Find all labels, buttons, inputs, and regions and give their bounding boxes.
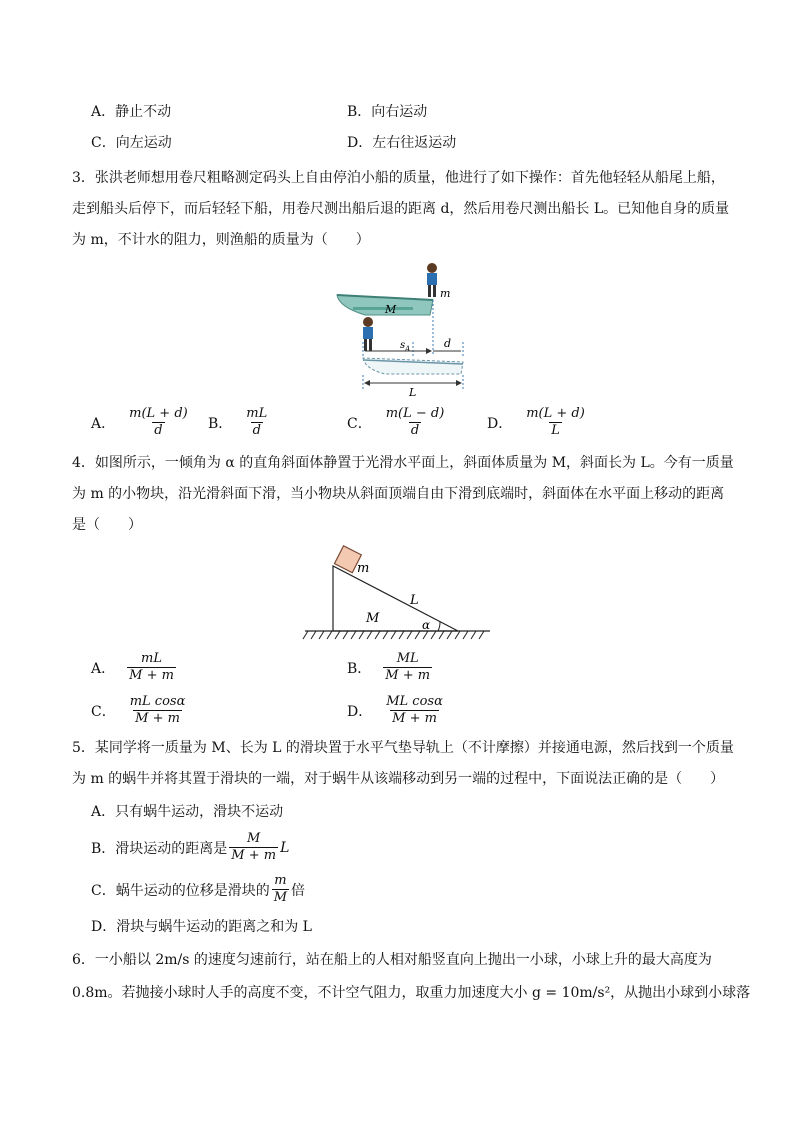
fraction: $\frac{ML}{M + m}$	[385, 651, 431, 683]
fraction: $\frac{mL}{M + m}$	[129, 651, 174, 683]
q4-incline-figure	[300, 543, 495, 643]
q4-text-line1: 4．如图所示，一倾角为 α 的直角斜面体静置于光滑水平面上，斜面体质量为 M，斜面长为 L。今有一质量	[72, 455, 734, 471]
label-d: d	[444, 337, 452, 350]
q4-option-a: A． $\frac{mL}{M + m}$	[91, 651, 174, 683]
q3-option-b: B． $\frac{mL}{d}$	[208, 406, 268, 438]
label-alpha: α	[422, 618, 431, 632]
fraction: $\frac{M}{M + m}$	[231, 831, 277, 863]
q5-text-line1: 5．某同学将一质量为 M、长为 L 的滑块置于水平气垫导轨上（不计摩擦）并接通电源，然后找到一个质量	[72, 740, 734, 756]
label-M: M	[366, 611, 380, 626]
q3-text-line2: 走到船头后停下，而后轻轻下船，用卷尺测出船后退的距离 d，然后用卷尺测出船长 L。已知他自身的质量	[72, 201, 730, 217]
q4-text-line3: 是（ ）	[72, 517, 142, 533]
label-L: L	[409, 386, 417, 399]
person-figure-bottom	[363, 317, 373, 351]
fraction: $\frac{m(L + d)}{L}$	[526, 406, 585, 438]
q6-text-line1: 6．一小船以 2m/s 的速度匀速前行，站在船上的人相对船竖直向上抛出一小球，小球上升的最大高度为	[72, 952, 712, 968]
q3-text-line1: 3．张洪老师想用卷尺粗略测定码头上自由停泊小船的质量，他进行了如下操作：首先他轻轻从船尾上船，	[72, 170, 725, 186]
label-m: m	[357, 561, 370, 576]
label-L: L	[410, 593, 419, 608]
q2-option-c: C．向左运动	[91, 135, 172, 151]
person-figure-top	[427, 263, 437, 297]
q3-option-c: C． $\frac{m(L - d)}{d}$	[347, 406, 445, 438]
q5-option-c: C．蜗牛运动的位移是滑块的 $\frac{m}{M}$ 倍	[91, 873, 306, 905]
q4-option-b: B． $\frac{ML}{M + m}$	[347, 651, 431, 683]
fraction: $\frac{\text{mL cosα}}{M + m}$	[129, 694, 186, 726]
q5-option-d: D．滑块与蜗牛运动的距离之和为 L	[91, 919, 312, 935]
label-sA: $s_A$	[400, 340, 411, 353]
q4-option-d: D． $\frac{\text{ML cosα}}{M + m}$	[347, 694, 443, 726]
fraction: $\frac{m(L + d)}{d}$	[129, 406, 188, 438]
q6-text-line2: 0.8m。若抛接小球时人手的高度不变，不计空气阻力，取重力加速度大小 g = 10m/s²，从抛出小球到小球落	[72, 985, 751, 1001]
q2-option-b: B．向右运动	[347, 104, 428, 120]
q4-option-c: C． $\frac{\text{mL cosα}}{M + m}$	[91, 694, 186, 726]
q5-option-b: B．滑块运动的距离是 $\frac{M}{M + m}$ L	[91, 831, 290, 863]
q2-option-d: D．左右往返运动	[347, 135, 457, 151]
q4-text-line2: 为 m 的小物块，沿光滑斜面下滑，当小物块从斜面顶端自由下滑到底端时，斜面体在水平面上移动的距离	[72, 486, 725, 502]
label-M: M	[385, 303, 397, 316]
q5-text-line2: 为 m 的蜗牛并将其置于滑块的一端，对于蜗牛从该端移动到另一端的过程中，下面说法正确的是（ ）	[72, 771, 725, 787]
q3-option-a: A． $\frac{m(L + d)}{d}$	[91, 406, 188, 438]
fraction: $\frac{mL}{d}$	[246, 406, 268, 438]
fraction: $\frac{m}{M}$	[273, 873, 288, 905]
q3-option-d: D． $\frac{m(L + d)}{L}$	[487, 406, 585, 438]
q2-option-a: A．静止不动	[91, 104, 172, 120]
q3-boat-figure	[325, 255, 475, 400]
label-m: m	[440, 287, 451, 300]
fraction: $\frac{\text{ML cosα}}{M + m}$	[386, 694, 443, 726]
fraction: $\frac{m(L - d)}{d}$	[385, 406, 445, 438]
q3-text-line3: 为 m，不计水的阻力，则渔船的质量为（ ）	[72, 232, 370, 248]
q5-option-a: A．只有蜗牛运动，滑块不运动	[91, 804, 284, 820]
